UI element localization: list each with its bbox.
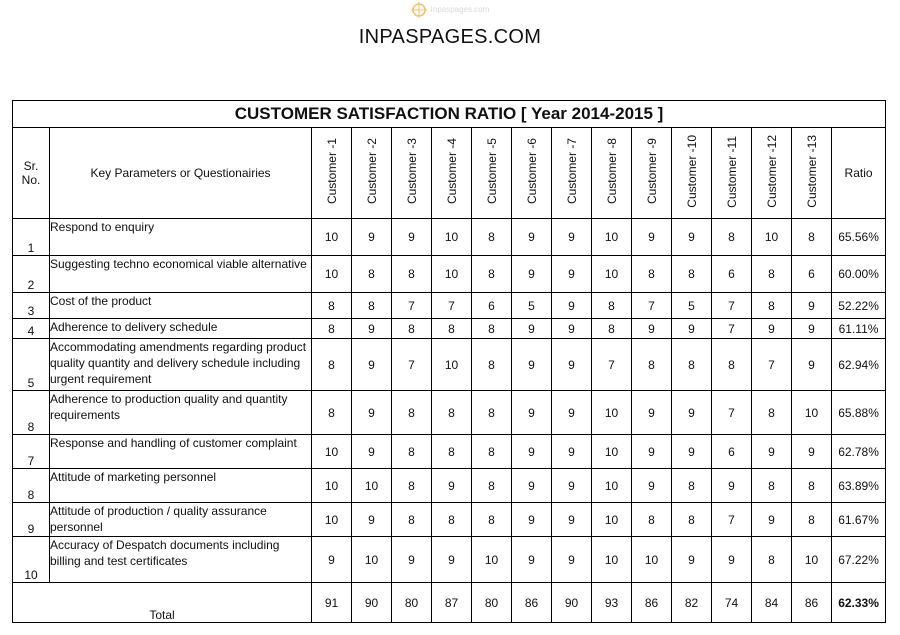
score-cell: 7 bbox=[392, 339, 432, 391]
score-cell: 8 bbox=[432, 391, 472, 435]
score-cell: 9 bbox=[512, 339, 552, 391]
score-cell: 8 bbox=[392, 391, 432, 435]
score-cell: 8 bbox=[632, 503, 672, 537]
table-body bbox=[13, 219, 886, 583]
score-cell: 9 bbox=[512, 219, 552, 256]
header-customer-11 bbox=[712, 128, 752, 219]
score-cell: 8 bbox=[392, 319, 432, 339]
score-cell: 8 bbox=[432, 435, 472, 469]
score-cell: 6 bbox=[792, 256, 832, 293]
score-cell: 8 bbox=[312, 391, 352, 435]
score-cell: 8 bbox=[792, 469, 832, 503]
score-cell: 9 bbox=[512, 537, 552, 583]
score-cell: 8 bbox=[472, 256, 512, 293]
score-cell: 6 bbox=[712, 256, 752, 293]
total-score-cell: 90 bbox=[352, 583, 392, 623]
table-title: CUSTOMER SATISFACTION RATIO [ Year 2014-2015 ] bbox=[13, 101, 886, 128]
score-cell: 9 bbox=[552, 339, 592, 391]
score-cell: 9 bbox=[632, 435, 672, 469]
score-cell: 9 bbox=[552, 319, 592, 339]
score-cell: 8 bbox=[592, 293, 632, 319]
total-score-cell: 90 bbox=[552, 583, 592, 623]
score-cell: 8 bbox=[752, 256, 792, 293]
row-ratio: 65.56% bbox=[832, 219, 886, 256]
score-cell: 8 bbox=[632, 256, 672, 293]
score-cell: 10 bbox=[352, 469, 392, 503]
score-cell: 10 bbox=[792, 537, 832, 583]
score-cell: 9 bbox=[672, 219, 712, 256]
score-cell: 8 bbox=[672, 503, 712, 537]
score-cell: 9 bbox=[512, 319, 552, 339]
score-cell: 8 bbox=[592, 319, 632, 339]
total-score-cell: 84 bbox=[752, 583, 792, 623]
score-cell: 8 bbox=[472, 319, 512, 339]
score-cell: 9 bbox=[552, 469, 592, 503]
table-row bbox=[13, 219, 886, 256]
score-cell: 7 bbox=[592, 339, 632, 391]
score-cell: 9 bbox=[632, 469, 672, 503]
header-customer-10 bbox=[672, 128, 712, 219]
score-cell: 10 bbox=[592, 256, 632, 293]
header-customer-4 bbox=[432, 128, 472, 219]
header-customer-5 bbox=[472, 128, 512, 219]
score-cell: 9 bbox=[512, 503, 552, 537]
header-customer-label: Customer -6 bbox=[524, 138, 539, 205]
score-cell: 7 bbox=[632, 293, 672, 319]
score-cell: 7 bbox=[712, 319, 752, 339]
row-parameter: Suggesting techno economical viable alternative bbox=[50, 256, 312, 293]
site-title: INPASPAGES.COM bbox=[358, 26, 542, 48]
header-customer-3 bbox=[392, 128, 432, 219]
score-cell: 9 bbox=[432, 469, 472, 503]
score-cell: 8 bbox=[472, 339, 512, 391]
score-cell: 9 bbox=[752, 435, 792, 469]
row-sr-no: 10 bbox=[13, 537, 50, 583]
score-cell: 8 bbox=[472, 391, 512, 435]
score-cell: 8 bbox=[392, 256, 432, 293]
header-customer-label: Customer -11 bbox=[724, 135, 739, 208]
header-customer-label: Customer -3 bbox=[404, 138, 419, 205]
total-score-cell: 86 bbox=[512, 583, 552, 623]
header-ratio: Ratio bbox=[832, 128, 886, 219]
score-cell: 10 bbox=[312, 503, 352, 537]
header-customer-12 bbox=[752, 128, 792, 219]
score-cell: 8 bbox=[672, 469, 712, 503]
score-cell: 9 bbox=[352, 219, 392, 256]
header-customer-13 bbox=[792, 128, 832, 219]
score-cell: 9 bbox=[312, 537, 352, 583]
score-cell: 6 bbox=[472, 293, 512, 319]
score-cell: 5 bbox=[672, 293, 712, 319]
row-sr-no: 1 bbox=[13, 219, 50, 256]
row-sr-no: 2 bbox=[13, 256, 50, 293]
table-row bbox=[13, 503, 886, 537]
total-score-cell: 87 bbox=[432, 583, 472, 623]
header-parameter: Key Parameters or Questionairies bbox=[50, 128, 312, 219]
score-cell: 9 bbox=[512, 435, 552, 469]
score-cell: 10 bbox=[632, 537, 672, 583]
total-ratio: 62.33% bbox=[832, 583, 886, 623]
header-customer-1 bbox=[312, 128, 352, 219]
score-cell: 8 bbox=[672, 256, 712, 293]
score-cell: 9 bbox=[752, 503, 792, 537]
score-cell: 8 bbox=[672, 339, 712, 391]
score-cell: 10 bbox=[312, 435, 352, 469]
score-cell: 9 bbox=[552, 391, 592, 435]
watermark-text: Inpaspages.com bbox=[430, 5, 490, 15]
header-customer-label: Customer -5 bbox=[484, 138, 499, 205]
score-cell: 9 bbox=[792, 339, 832, 391]
header-customer-label: Customer -13 bbox=[804, 135, 819, 208]
score-cell: 10 bbox=[592, 391, 632, 435]
header-customer-2 bbox=[352, 128, 392, 219]
row-parameter: Accommodating amendments regarding product quality quantity and delivery schedule including urgent requirement bbox=[50, 339, 312, 391]
table-row bbox=[13, 293, 886, 319]
row-parameter: Attitude of production / quality assurance personnel bbox=[50, 503, 312, 537]
row-sr-no: 3 bbox=[13, 293, 50, 319]
score-cell: 8 bbox=[752, 293, 792, 319]
header-sr: Sr. No. bbox=[13, 128, 50, 219]
header-customer-label: Customer -1 bbox=[324, 138, 339, 205]
score-cell: 8 bbox=[712, 339, 752, 391]
header-customer-label: Customer -8 bbox=[604, 138, 619, 205]
score-cell: 9 bbox=[432, 537, 472, 583]
row-parameter: Respond to enquiry bbox=[50, 219, 312, 256]
row-sr-no: 7 bbox=[13, 435, 50, 469]
score-cell: 9 bbox=[632, 319, 672, 339]
score-cell: 9 bbox=[552, 435, 592, 469]
header-customer-label: Customer -9 bbox=[644, 138, 659, 205]
score-cell: 9 bbox=[512, 469, 552, 503]
score-cell: 9 bbox=[352, 339, 392, 391]
score-cell: 8 bbox=[432, 319, 472, 339]
row-ratio: 67.22% bbox=[832, 537, 886, 583]
score-cell: 9 bbox=[352, 391, 392, 435]
score-cell: 10 bbox=[352, 537, 392, 583]
score-cell: 10 bbox=[312, 256, 352, 293]
score-cell: 9 bbox=[672, 435, 712, 469]
table-row bbox=[13, 319, 886, 339]
satisfaction-table bbox=[12, 100, 886, 623]
total-score-cell: 80 bbox=[472, 583, 512, 623]
score-cell: 7 bbox=[712, 503, 752, 537]
score-cell: 9 bbox=[512, 391, 552, 435]
score-cell: 9 bbox=[552, 503, 592, 537]
row-sr-no: 8 bbox=[13, 469, 50, 503]
score-cell: 10 bbox=[752, 219, 792, 256]
score-cell: 6 bbox=[712, 435, 752, 469]
total-score-cell: 82 bbox=[672, 583, 712, 623]
row-parameter: Response and handling of customer complaint bbox=[50, 435, 312, 469]
score-cell: 9 bbox=[512, 256, 552, 293]
score-cell: 8 bbox=[312, 293, 352, 319]
score-cell: 9 bbox=[552, 293, 592, 319]
row-ratio: 63.89% bbox=[832, 469, 886, 503]
score-cell: 10 bbox=[312, 469, 352, 503]
score-cell: 10 bbox=[592, 537, 632, 583]
total-score-cell: 86 bbox=[632, 583, 672, 623]
table-row bbox=[13, 469, 886, 503]
score-cell: 7 bbox=[712, 391, 752, 435]
row-ratio: 61.67% bbox=[832, 503, 886, 537]
score-cell: 8 bbox=[392, 469, 432, 503]
watermark bbox=[0, 2, 900, 18]
score-cell: 9 bbox=[352, 435, 392, 469]
table-row bbox=[13, 435, 886, 469]
score-cell: 8 bbox=[352, 293, 392, 319]
row-parameter: Adherence to production quality and quantity requirements bbox=[50, 391, 312, 435]
score-cell: 10 bbox=[592, 435, 632, 469]
total-score-cell: 93 bbox=[592, 583, 632, 623]
score-cell: 8 bbox=[472, 435, 512, 469]
total-score-cell: 80 bbox=[392, 583, 432, 623]
table-row bbox=[13, 256, 886, 293]
score-cell: 9 bbox=[352, 503, 392, 537]
header-customer-label: Customer -7 bbox=[564, 138, 579, 205]
score-cell: 9 bbox=[392, 219, 432, 256]
header-customer-label: Customer -10 bbox=[684, 135, 699, 208]
row-sr-no: 4 bbox=[13, 319, 50, 339]
total-score-cell: 74 bbox=[712, 583, 752, 623]
header-customer-8 bbox=[592, 128, 632, 219]
score-cell: 8 bbox=[392, 435, 432, 469]
score-cell: 8 bbox=[392, 503, 432, 537]
score-cell: 7 bbox=[712, 293, 752, 319]
score-cell: 9 bbox=[672, 391, 712, 435]
score-cell: 7 bbox=[432, 293, 472, 319]
row-parameter: Accuracy of Despatch documents including billing and test certificates bbox=[50, 537, 312, 583]
total-label: Total bbox=[13, 583, 312, 623]
score-cell: 8 bbox=[632, 339, 672, 391]
score-cell: 9 bbox=[672, 537, 712, 583]
score-cell: 8 bbox=[792, 219, 832, 256]
score-cell: 8 bbox=[472, 503, 512, 537]
score-cell: 9 bbox=[552, 537, 592, 583]
score-cell: 9 bbox=[712, 469, 752, 503]
row-parameter: Adherence to delivery schedule bbox=[50, 319, 312, 339]
total-score-cell: 86 bbox=[792, 583, 832, 623]
header-row bbox=[13, 128, 886, 219]
score-cell: 9 bbox=[792, 293, 832, 319]
score-cell: 8 bbox=[752, 391, 792, 435]
score-cell: 10 bbox=[792, 391, 832, 435]
score-cell: 8 bbox=[712, 219, 752, 256]
score-cell: 10 bbox=[312, 219, 352, 256]
score-cell: 8 bbox=[752, 469, 792, 503]
score-cell: 8 bbox=[352, 256, 392, 293]
score-cell: 9 bbox=[792, 435, 832, 469]
score-cell: 10 bbox=[472, 537, 512, 583]
score-cell: 10 bbox=[432, 256, 472, 293]
row-parameter: Cost of the product bbox=[50, 293, 312, 319]
row-parameter: Attitude of marketing personnel bbox=[50, 469, 312, 503]
header-customer-6 bbox=[512, 128, 552, 219]
score-cell: 8 bbox=[472, 469, 512, 503]
score-cell: 9 bbox=[392, 537, 432, 583]
table-row bbox=[13, 391, 886, 435]
header-customer-label: Customer -4 bbox=[444, 138, 459, 205]
header-customer-label: Customer -2 bbox=[364, 138, 379, 205]
row-sr-no: 5 bbox=[13, 339, 50, 391]
score-cell: 9 bbox=[552, 256, 592, 293]
score-cell: 9 bbox=[712, 537, 752, 583]
score-cell: 8 bbox=[472, 219, 512, 256]
row-ratio: 60.00% bbox=[832, 256, 886, 293]
score-cell: 8 bbox=[312, 319, 352, 339]
header-customer-label: Customer -12 bbox=[764, 135, 779, 208]
score-cell: 9 bbox=[632, 219, 672, 256]
score-cell: 10 bbox=[592, 219, 632, 256]
header-customer-7 bbox=[552, 128, 592, 219]
score-cell: 10 bbox=[432, 339, 472, 391]
score-cell: 9 bbox=[352, 319, 392, 339]
score-cell: 8 bbox=[792, 503, 832, 537]
score-cell: 8 bbox=[752, 537, 792, 583]
row-ratio: 62.78% bbox=[832, 435, 886, 469]
total-score-cell: 91 bbox=[312, 583, 352, 623]
score-cell: 9 bbox=[632, 391, 672, 435]
score-cell: 9 bbox=[792, 319, 832, 339]
row-ratio: 52.22% bbox=[832, 293, 886, 319]
score-cell: 9 bbox=[552, 219, 592, 256]
row-sr-no: 8 bbox=[13, 391, 50, 435]
score-cell: 7 bbox=[392, 293, 432, 319]
score-cell: 9 bbox=[752, 319, 792, 339]
table-row bbox=[13, 537, 886, 583]
score-cell: 10 bbox=[592, 503, 632, 537]
row-ratio: 61.11% bbox=[832, 319, 886, 339]
crosshair-logo-icon bbox=[411, 2, 427, 18]
score-cell: 7 bbox=[752, 339, 792, 391]
score-cell: 10 bbox=[432, 219, 472, 256]
row-ratio: 62.94% bbox=[832, 339, 886, 391]
table-row bbox=[13, 339, 886, 391]
score-cell: 8 bbox=[432, 503, 472, 537]
header-customer-9 bbox=[632, 128, 672, 219]
score-cell: 5 bbox=[512, 293, 552, 319]
row-ratio: 65.88% bbox=[832, 391, 886, 435]
score-cell: 10 bbox=[592, 469, 632, 503]
score-cell: 9 bbox=[672, 319, 712, 339]
row-sr-no: 9 bbox=[13, 503, 50, 537]
total-row bbox=[13, 583, 886, 623]
score-cell: 8 bbox=[312, 339, 352, 391]
